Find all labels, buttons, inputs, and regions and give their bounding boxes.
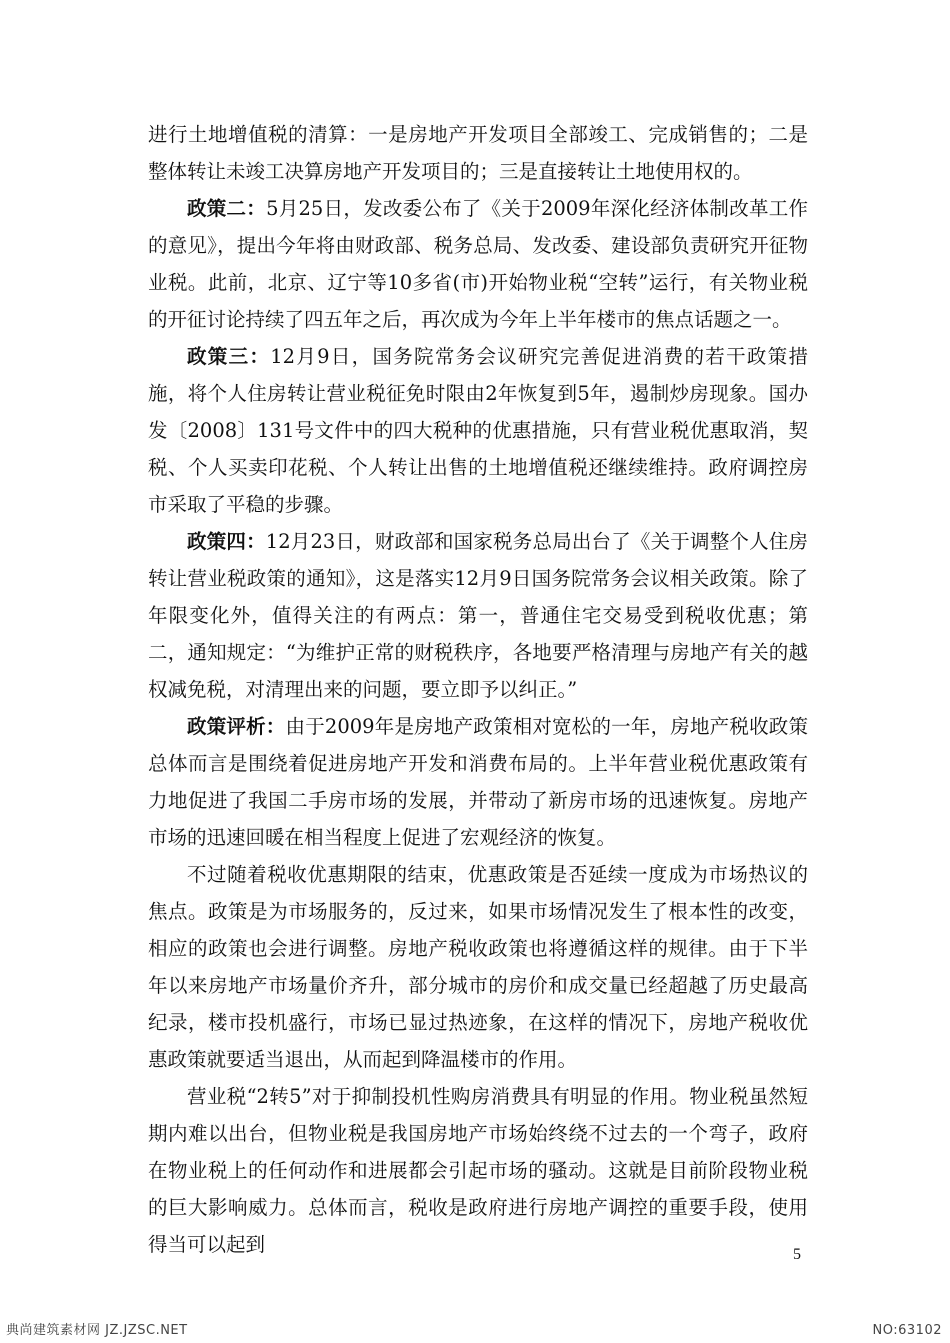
footer-site-name: 典尚建筑素材网 JZ.JZSC.NET — [6, 1323, 188, 1338]
watermark-footer — [0, 1318, 950, 1343]
paragraph-policy-review — [148, 708, 808, 856]
paragraph-text: 12月9日，国务院常务会议研究完善促进消费的若干政策措施，将个人住房转让营业税征免时限由2年恢复到5年，遏制炒房现象。国办发〔2008〕131号文件中的四大税种的优惠措施，只有营业税优惠取消，契税、个人买卖印花税、个人转让出售的土地增值税还继续维持。政府调控房市采取了平稳的步骤。 — [148, 345, 808, 516]
paragraph-text: 5月25日，发改委公布了《关于2009年深化经济体制改革工作的意见》，提出今年将由财政部、税务总局、发改委、建设部负责研究开征物业税。此前，北京、辽宁等10多省(市)开始物业税“空转”运行，有关物业税的开征讨论持续了四五年之后，再次成为今年上半年楼市的焦点话题之一。 — [148, 197, 808, 331]
paragraph-text: 营业税“2转5”对于抑制投机性购房消费具有明显的作用。物业税虽然短期内难以出台，但物业税是我国房地产市场始终绕不过去的一个弯子，政府在物业税上的任何动作和进展都会引起市场的骚动。这就是目前阶段物业税的巨大影响威力。总体而言，税收是政府进行房地产调控的重要手段，使用得当可以起到 — [148, 1085, 808, 1256]
paragraph-label: 政策评析： — [187, 715, 286, 738]
paragraph-analysis-two — [148, 1078, 808, 1263]
paragraph-label: 政策三： — [187, 345, 271, 368]
paragraph-text: 进行土地增值税的清算：一是房地产开发项目全部竣工、完成销售的；二是整体转让未竣工决算房地产开发项目的；三是直接转让土地使用权的。 — [148, 123, 808, 183]
paragraph-text: 不过随着税收优惠期限的结束，优惠政策是否延续一度成为市场热议的焦点。政策是为市场服务的，反过来，如果市场情况发生了根本性的改变，相应的政策也会进行调整。房地产税收政策也将遵循这样的规律。由于下半年以来房地产市场量价齐升，部分城市的房价和成交量已经超越了历史最高纪录，楼市投机盛行，市场已显过热迹象，在这样的情况下，房地产税收优惠政策就要适当退出，从而起到降温楼市的作用。 — [148, 863, 808, 1071]
paragraph-label: 政策四： — [187, 530, 266, 553]
paragraph-analysis-one — [148, 856, 808, 1078]
document-body — [148, 116, 808, 1263]
paragraph-policy-three — [148, 338, 808, 523]
paragraph-text: 由于2009年是房地产政策相对宽松的一年，房地产税收政策总体而言是围绕着促进房地产开发和消费布局的。上半年营业税优惠政策有力地促进了我国二手房市场的发展，并带动了新房市场的迅速恢复。房地产市场的迅速回暖在相当程度上促进了宏观经济的恢复。 — [148, 715, 808, 849]
paragraph-policy-two — [148, 190, 808, 338]
paragraph-policy-four — [148, 523, 808, 708]
footer-doc-number: NO:63102 — [872, 1323, 942, 1338]
page-number: 5 — [793, 1246, 801, 1263]
paragraph-continuation — [148, 116, 808, 190]
paragraph-label: 政策二： — [187, 197, 267, 220]
paragraph-text: 12月23日，财政部和国家税务总局出台了《关于调整个人住房转让营业税政策的通知》，这是落实12月9日国务院常务会议相关政策。除了年限变化外，值得关注的有两点：第一，普通住宅交易受到税收优惠；第二，通知规定：“为维护正常的财税秩序，各地要严格清理与房地产有关的越权减免税，对清理出来的问题，要立即予以纠正。” — [148, 530, 808, 701]
